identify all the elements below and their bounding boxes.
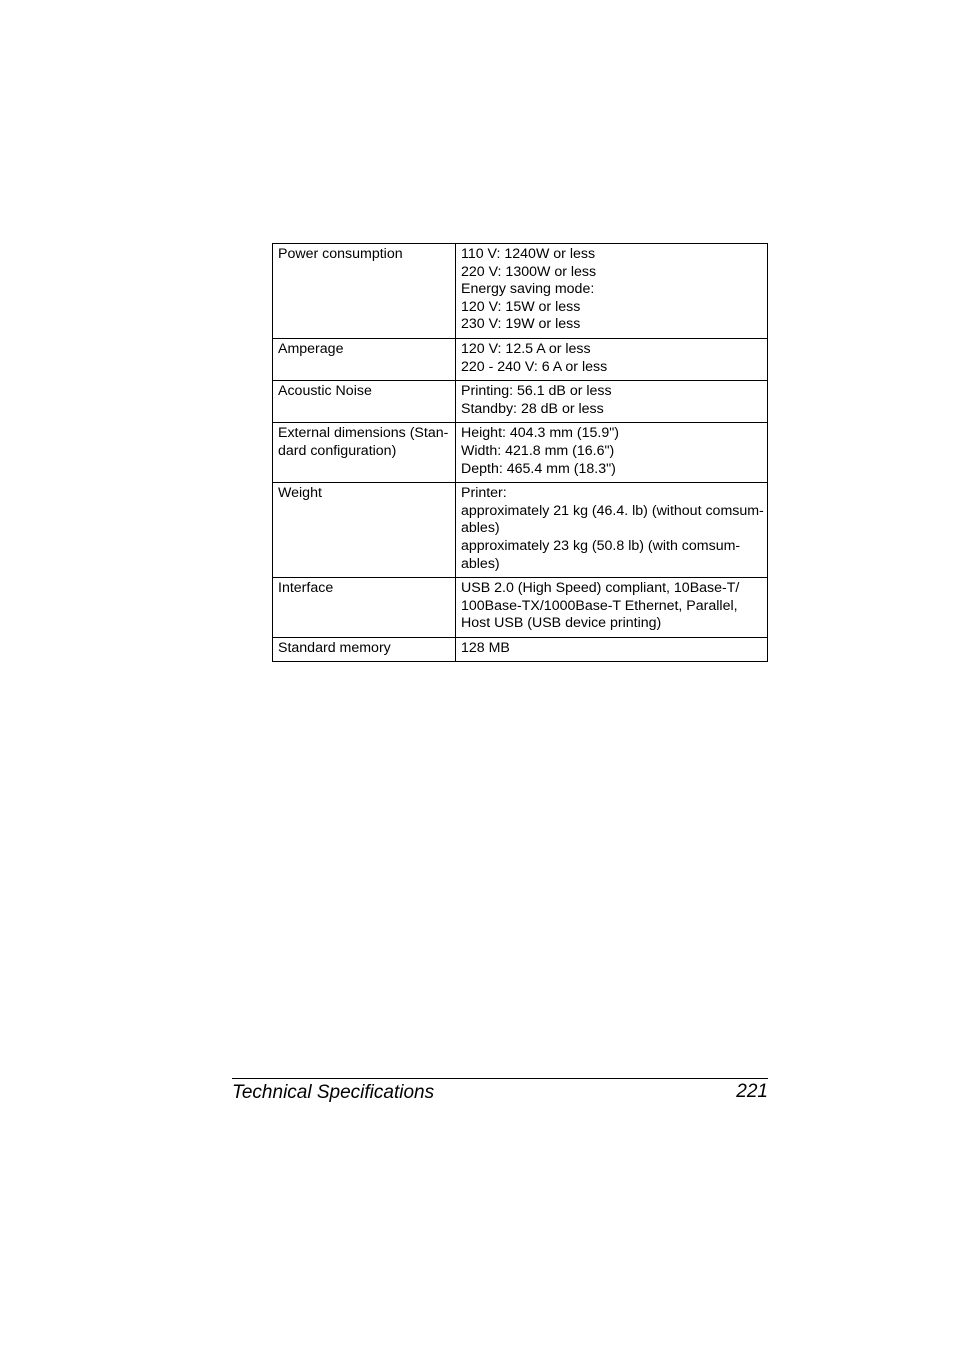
value-line: 220 V: 1300W or less <box>461 263 597 280</box>
value-line: Energy saving mode: <box>461 281 595 298</box>
value-line: ables) <box>461 555 500 572</box>
value-line: ables) <box>461 520 500 537</box>
value-line: Printer: <box>461 485 507 502</box>
row-label <box>273 483 456 578</box>
value-line: Height: 404.3 mm (15.9") <box>461 425 620 442</box>
footer-divider <box>232 1078 768 1079</box>
row-label <box>273 637 456 662</box>
value-line: 120 V: 15W or less <box>461 298 581 315</box>
table-row-weight <box>273 483 768 578</box>
footer-title: Technical Specifications <box>232 1082 435 1103</box>
value-line: 120 V: 12.5 A or less <box>461 340 591 357</box>
value-line: 230 V: 19W or less <box>461 316 581 333</box>
label-line: Interface <box>278 580 334 597</box>
label-line: Amperage <box>278 340 344 357</box>
page-number: 221 <box>736 1081 768 1102</box>
row-label <box>273 578 456 638</box>
value-line: 110 V: 1240W or less <box>461 246 596 262</box>
value-line: Depth: 465.4 mm (18.3") <box>461 460 616 477</box>
table-row-standard-memory <box>273 637 768 662</box>
table-row-interface <box>273 578 768 638</box>
label-line: Power consumption <box>278 246 403 262</box>
table-row-external-dimensions <box>273 423 768 483</box>
value-line: Width: 421.8 mm (16.6") <box>461 442 615 459</box>
row-value <box>456 423 768 483</box>
row-label <box>273 244 456 339</box>
value-line: approximately 23 kg (50.8 lb) (with comsum- <box>461 537 741 554</box>
row-value <box>456 483 768 578</box>
table-row-power-consumption <box>273 244 768 339</box>
row-value <box>456 637 768 662</box>
row-value <box>456 578 768 638</box>
table-row-acoustic-noise <box>273 381 768 423</box>
row-label <box>273 338 456 380</box>
row-value <box>456 381 768 423</box>
value-line: Host USB (USB device printing) <box>461 615 662 632</box>
table-row-amperage <box>273 338 768 380</box>
spec-table <box>272 243 768 662</box>
row-value <box>456 244 768 339</box>
label-line: Standard memory <box>278 639 391 656</box>
label-line: Acoustic Noise <box>278 383 372 400</box>
value-line: Standby: 28 dB or less <box>461 400 604 417</box>
value-line: 100Base-TX/1000Base-T Ethernet, Parallel, <box>461 597 738 614</box>
value-line: 128 MB <box>461 639 510 656</box>
label-line: Weight <box>278 485 322 502</box>
label-line: dard configuration) <box>278 442 397 459</box>
value-line: approximately 21 kg (46.4. lb) (without comsum- <box>461 502 764 519</box>
row-label <box>273 423 456 483</box>
value-line: USB 2.0 (High Speed) compliant, 10Base-T/ <box>461 580 740 597</box>
row-value <box>456 338 768 380</box>
value-line: Printing: 56.1 dB or less <box>461 383 612 400</box>
value-line: 220 - 240 V: 6 A or less <box>461 358 608 375</box>
label-line: External dimensions (Stan- <box>278 425 449 442</box>
row-label <box>273 381 456 423</box>
